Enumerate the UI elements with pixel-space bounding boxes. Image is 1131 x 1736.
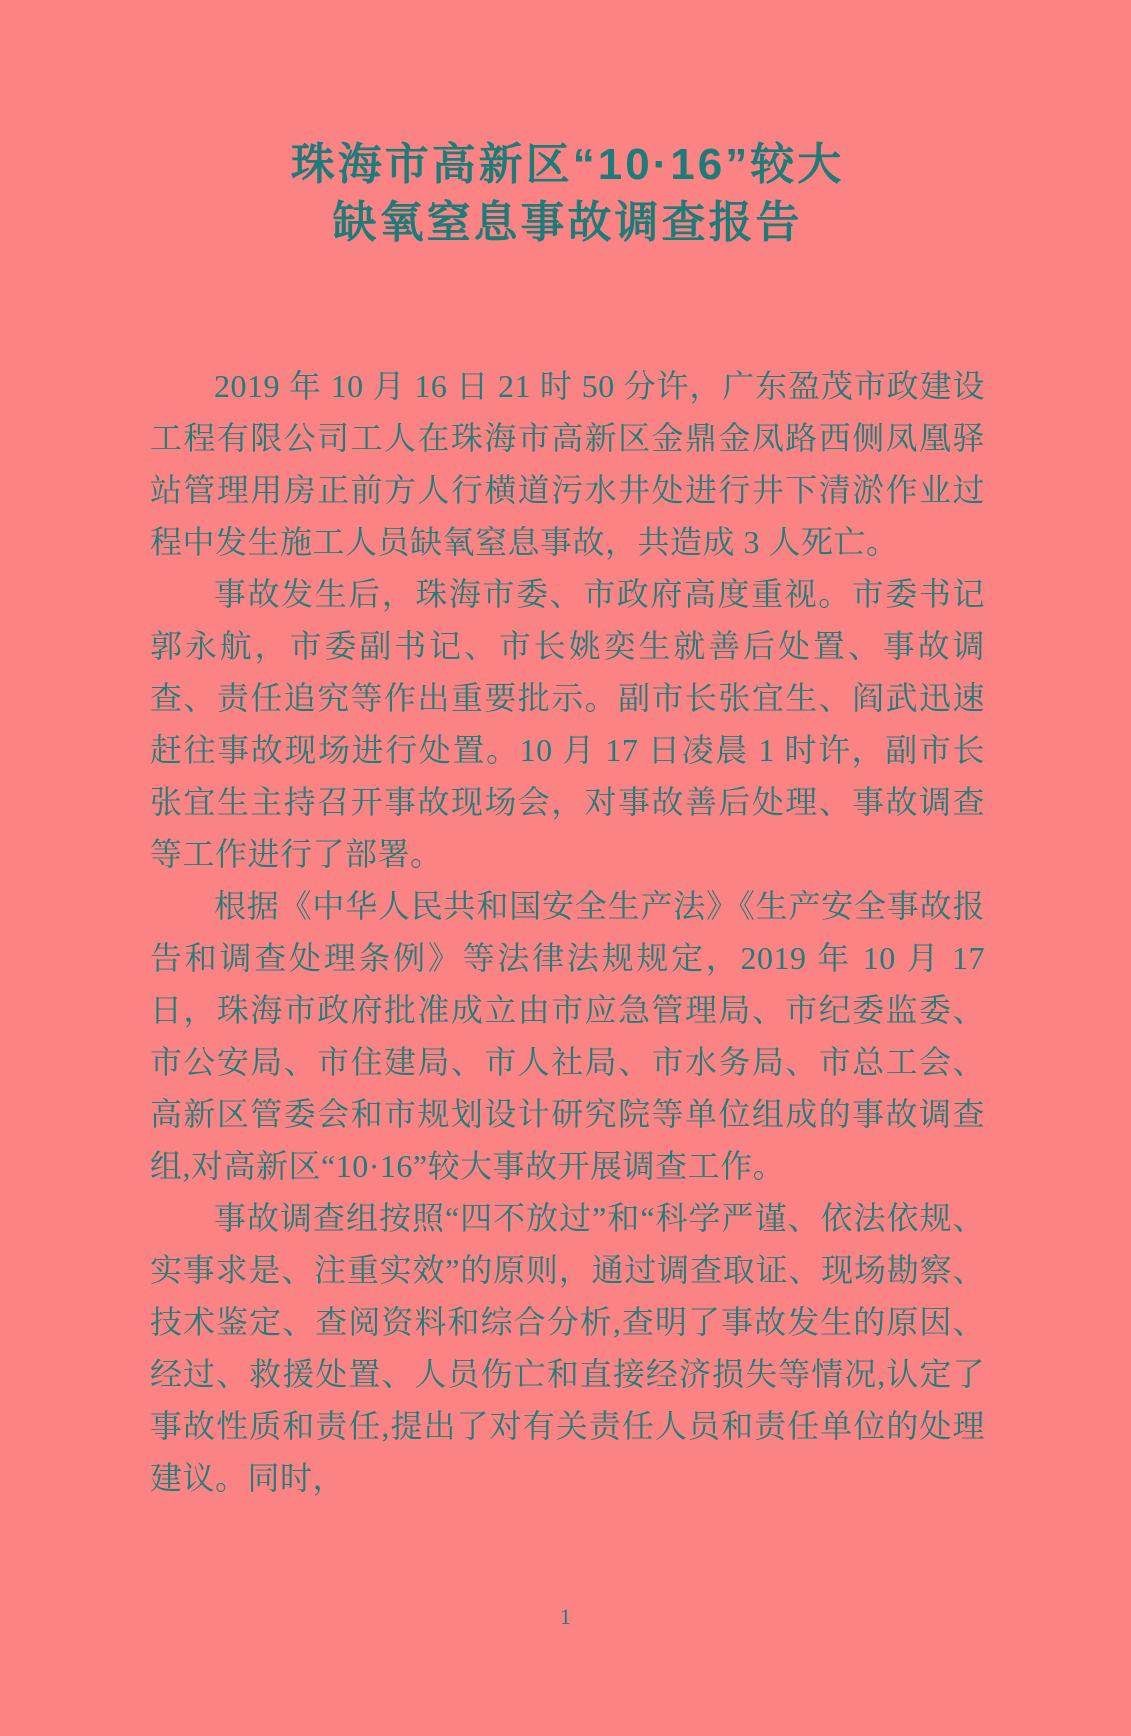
page-number: 1 [560,1604,571,1629]
title-line-2: 缺氧窒息事故调查报告 [332,198,803,247]
paragraph-investigation-principles: 事故调查组按照“四不放过”和“科学严谨、依法依规、实事求是、注重实效”的原则，通过调查取证、现场勘察、技术鉴定、查阅资料和综合分析,查明了事故发生的原因、经过、救援处置、人员伤亡和直接经济损失等情况,认定了事故性质和责任,提出了对有关责任人员和责任单位的处理建议。同时， [150,1200,985,1496]
document-title [150,136,985,252]
document-body [150,360,985,1504]
title-line-1: 珠海市高新区“10·16”较大 [290,140,845,189]
report-page [0,136,1131,1736]
paragraph-investigation-team: 根据《中华人民共和国安全生产法》《生产安全事故报告和调查处理条例》等法律法规规定，2019 年 10 月 17 日，珠海市政府批准成立由市应急管理局、市纪委监委、市公安局、市住建局、市人社局、市水务局、市总工会、高新区管委会和市规划设计研究院等单位组成的事故调查组,对高新区“10·16”较大事故开展调查工作。 [150,888,985,1184]
paragraph-incident-summary: 2019 年 10 月 16 日 21 时 50 分许，广东盈茂市政建设工程有限公司工人在珠海市高新区金鼎金凤路西侧凤凰驿站管理用房正前方人行横道污水井处进行井下清淤作业过程中发生施工人员缺氧窒息事故，共造成 3 人死亡。 [150,368,985,560]
paragraph-government-response: 事故发生后，珠海市委、市政府高度重视。市委书记郭永航，市委副书记、市长姚奕生就善后处置、事故调查、责任追究等作出重要批示。副市长张宜生、阎武迅速赶往事故现场进行处置。10 月 17 日凌晨 1 时许，副市长张宜生主持召开事故现场会，对事故善后处理、事故调查等工作进行了部署。 [150,576,985,872]
